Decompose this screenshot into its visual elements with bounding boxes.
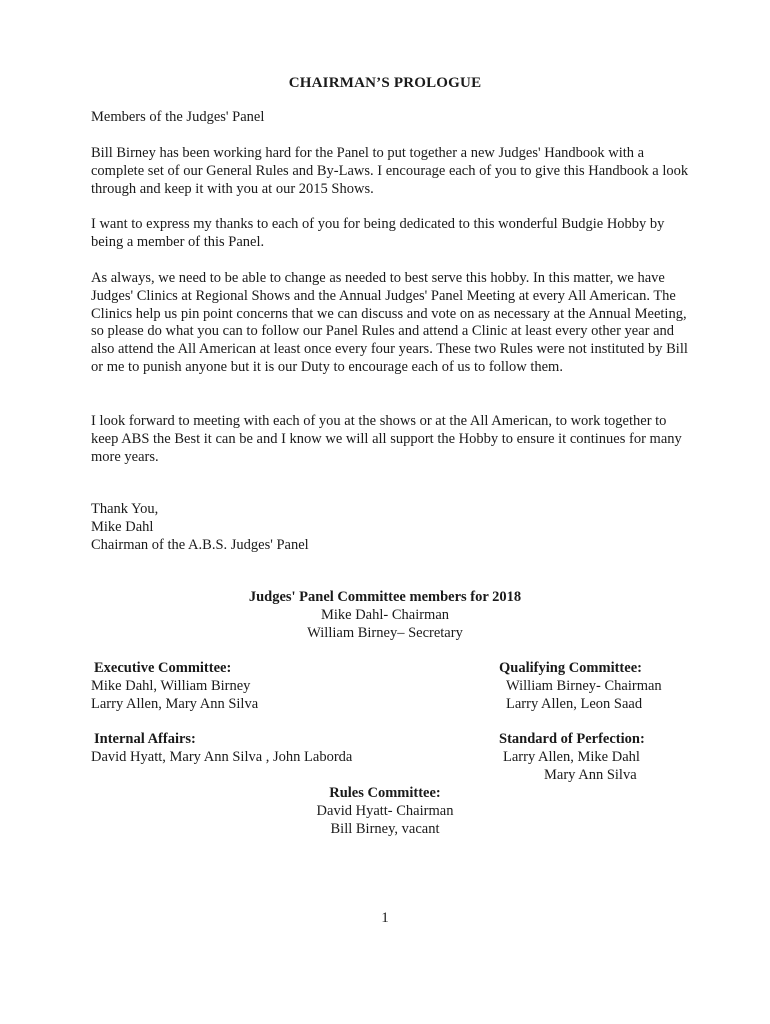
qualifying-committee-line: William Birney- Chairman <box>506 678 662 694</box>
paragraph-2: I want to express my thanks to each of you for being dedicated to this wonderful Budgie Hobby by being a member of this Panel. <box>91 216 665 250</box>
signature-block <box>91 501 691 554</box>
standard-of-perfection-members-2 <box>544 767 637 785</box>
committee-heading: Judges' Panel Committee members for 2018 <box>248 589 522 605</box>
internal-affairs-title: Internal Affairs: <box>94 731 196 747</box>
executive-committee <box>94 660 231 678</box>
paragraph-4: I look forward to meeting with each of you at the shows or at the All American, to work together to keep ABS the Best it can be and I know we will all support the Hobby to ensure it continues for many more years. <box>91 413 682 465</box>
paragraph-1: Bill Birney has been working hard for the Panel to put together a new Judges' Handbook with a complete set of our General Rules and By-Laws. I encourage each of you to give this Handbook a look through and keep it with you at our 2015 Shows. <box>91 145 689 197</box>
document-title: CHAIRMAN’S PROLOGUE <box>288 75 482 91</box>
executive-committee-line: Larry Allen, Mary Ann Silva <box>91 695 259 712</box>
executive-committee-members <box>91 678 258 714</box>
internal-affairs-line: David Hyatt, Mary Ann Silva , John Laborda <box>91 749 353 765</box>
qualifying-committee-members <box>506 678 662 714</box>
page-number: 1 <box>381 910 389 926</box>
rules-committee-line: Bill Birney, vacant <box>330 821 440 837</box>
internal-affairs-members <box>91 749 352 767</box>
executive-committee-title: Executive Committee: <box>94 660 232 676</box>
standard-of-perfection-line: Larry Allen, Mike Dahl <box>503 749 640 765</box>
closing: Thank You, <box>91 501 159 517</box>
qualifying-committee-title: Qualifying Committee: <box>499 660 642 676</box>
standard-of-perfection-members <box>503 749 640 767</box>
signer-title: Chairman of the A.B.S. Judges' Panel <box>91 536 309 553</box>
paragraph-3: As always, we need to be able to change as needed to best serve this hobby. In this matter, we have Judges' Clinics at Regional Shows and the Annual Judges' Panel Meeting at every All American. The Clinics help us pin point concerns that we can discuss and vote on as necessary at the Annual Meeting, so please do what you can to follow our Panel Rules and attend a Clinic at least every other year and also attend the All American at least once every four years. These two Rules were not instituted by Bill or me to punish anyone but it is our Duty to encourage each of us to follow them. <box>91 270 688 375</box>
standard-of-perfection <box>499 731 645 749</box>
executive-committee-line: Mike Dahl, William Birney <box>91 678 251 694</box>
rules-committee-line: David Hyatt- Chairman <box>316 803 454 819</box>
rules-committee-title: Rules Committee: <box>329 785 441 801</box>
internal-affairs <box>94 731 196 749</box>
committee-chairman: Mike Dahl- Chairman <box>320 607 450 623</box>
standard-of-perfection-title: Standard of Perfection: <box>499 731 645 747</box>
qualifying-committee <box>499 660 642 678</box>
standard-of-perfection-line: Mary Ann Silva <box>544 767 637 783</box>
salutation: Members of the Judges' Panel <box>91 109 265 125</box>
qualifying-committee-line: Larry Allen, Leon Saad <box>506 695 643 712</box>
signer-name: Mike Dahl <box>91 518 154 535</box>
committee-secretary: William Birney– Secretary <box>307 625 463 641</box>
